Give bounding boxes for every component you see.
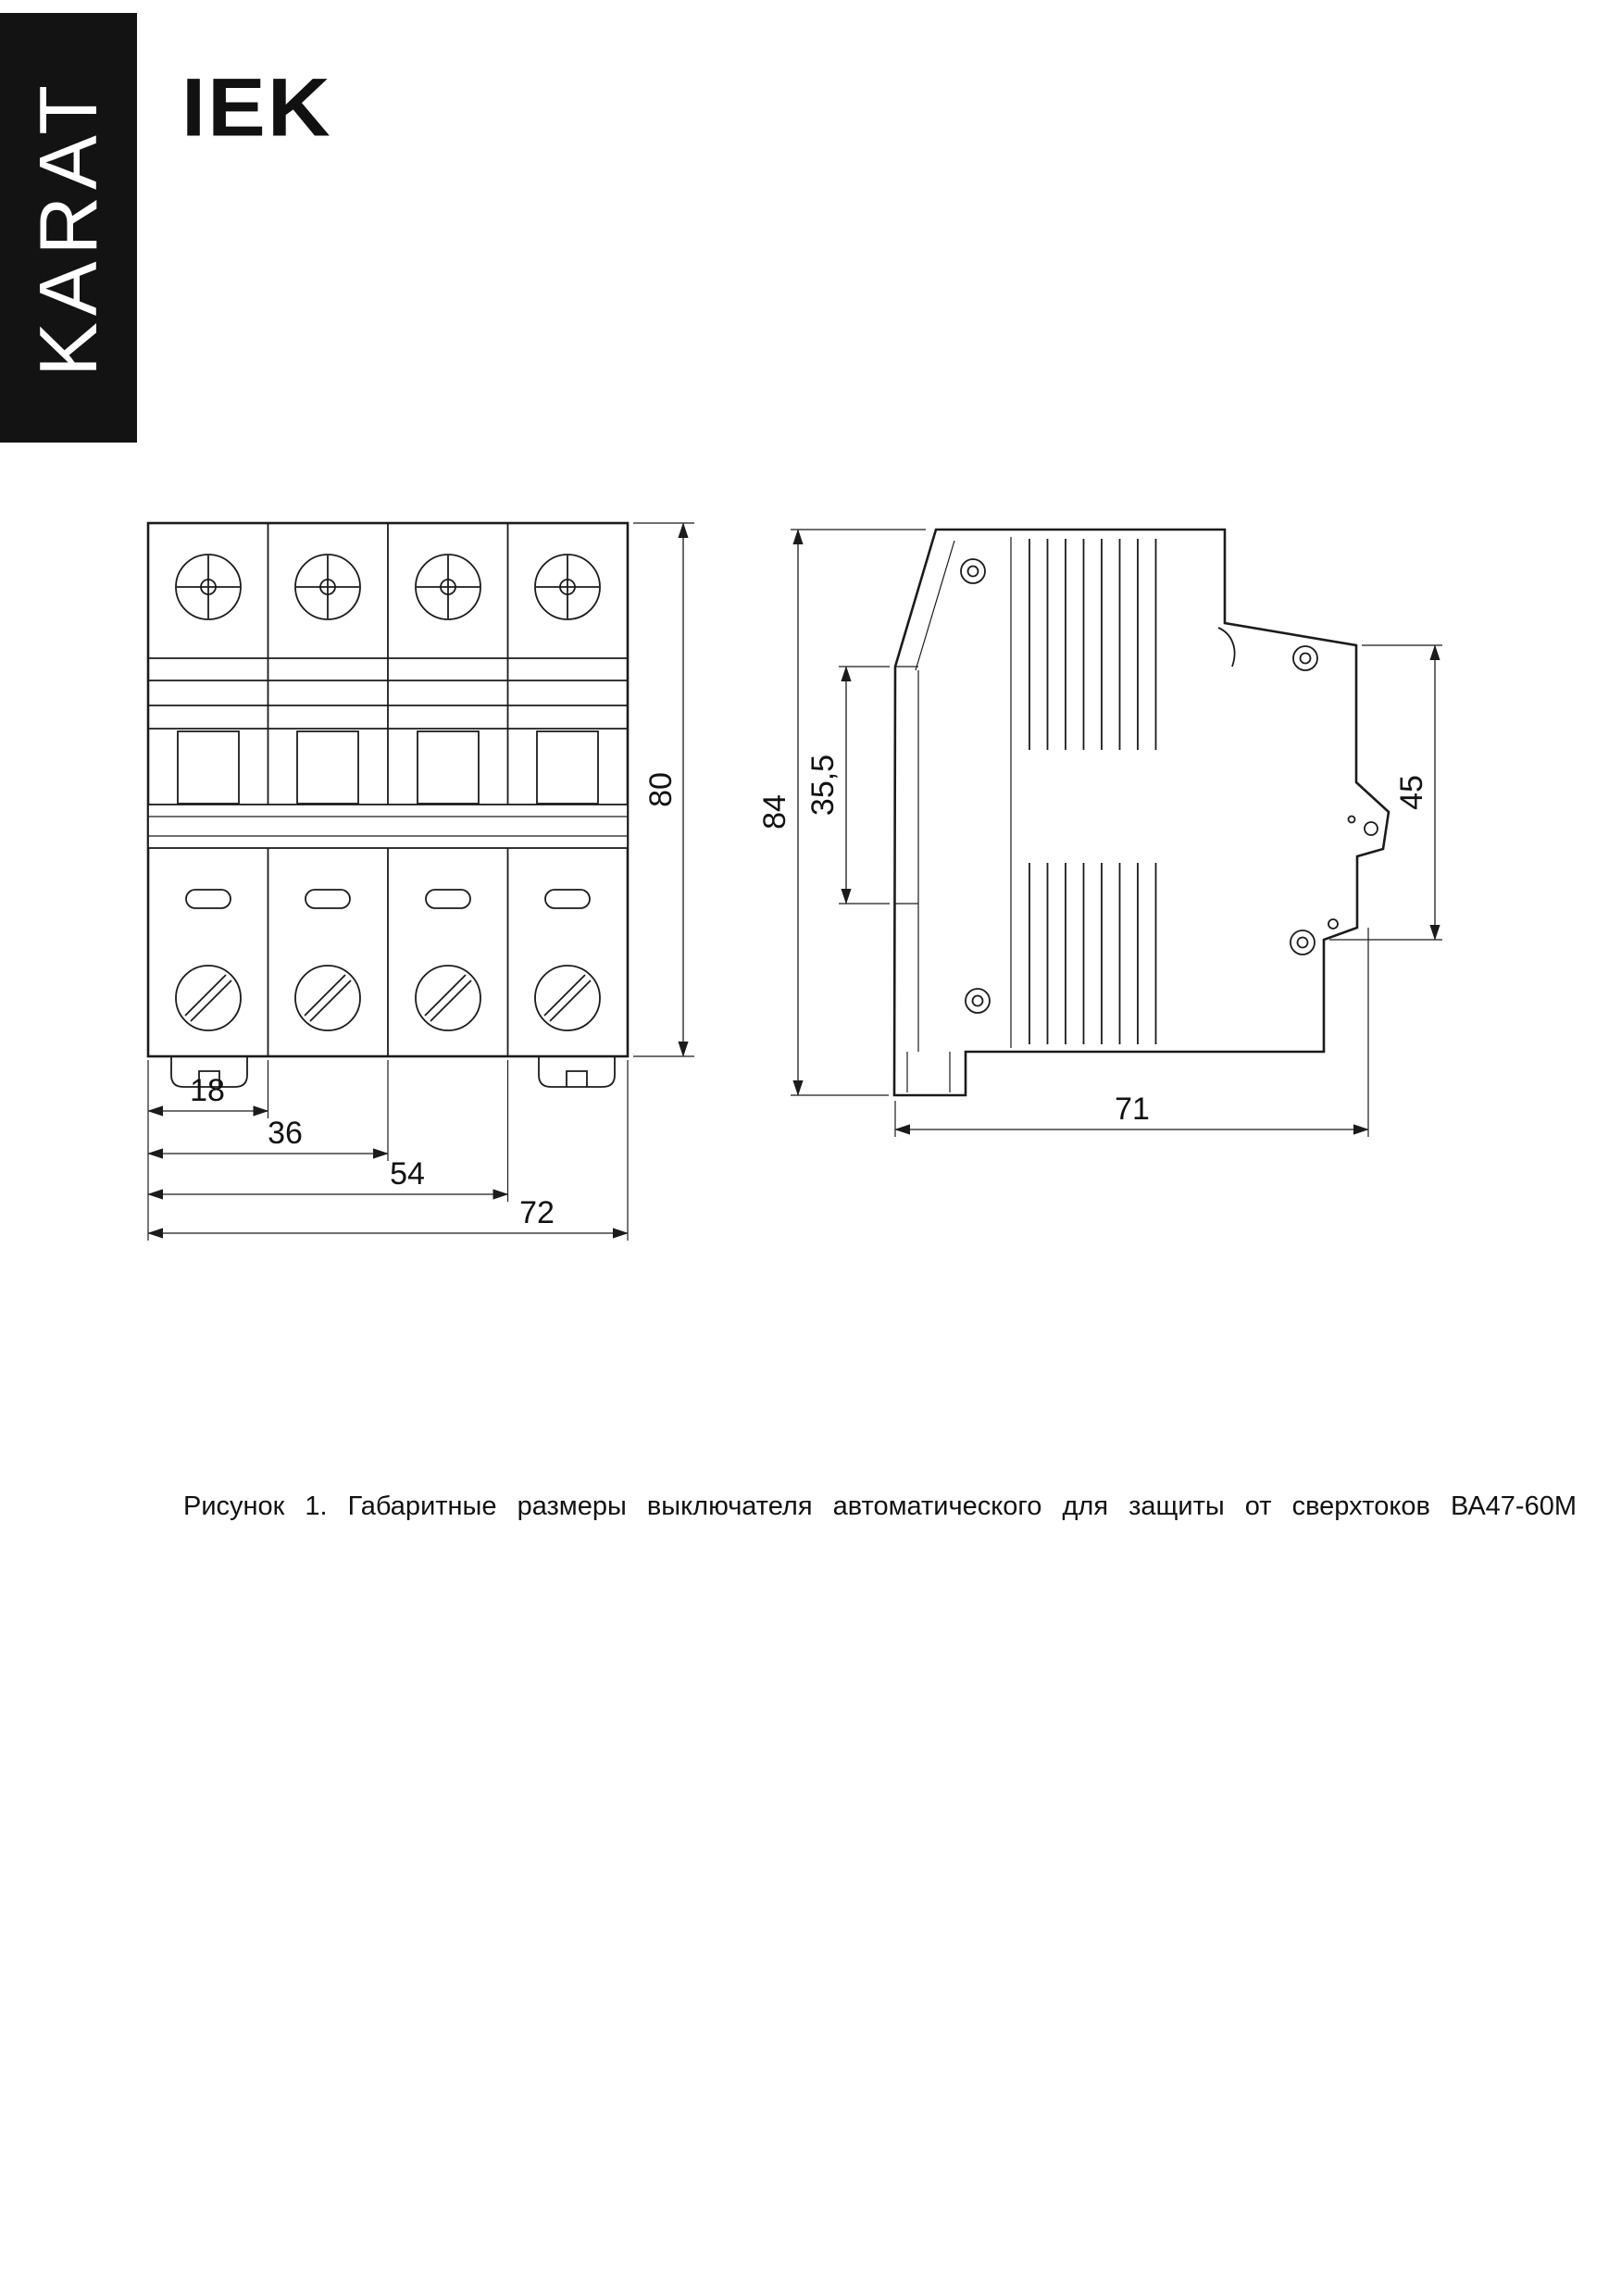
side-view — [894, 530, 1389, 1095]
phillips-screw-icon — [535, 555, 600, 619]
fv-din-clip-right — [539, 1056, 615, 1087]
sv-body-outline — [894, 530, 1389, 1095]
phillips-screw-icon — [416, 555, 480, 619]
fv-dim-18-label: 18 — [190, 1073, 225, 1108]
sv-dim-84-label: 84 — [757, 794, 792, 830]
karat-brand-bar — [0, 13, 137, 443]
sv-dim-35-5-label: 35,5 — [805, 754, 841, 817]
fv-crossbar — [148, 805, 628, 848]
phillips-screw-icon — [176, 555, 241, 619]
fv-toggle-2 — [297, 731, 358, 804]
fv-din-clips — [171, 1056, 615, 1087]
iek-logo: IEK — [181, 60, 332, 154]
karat-brand-text: KARAT — [22, 79, 114, 377]
fv-dim-54-label: 54 — [390, 1156, 425, 1192]
figure-caption: Рисунок 1. Габаритные размеры выключателя автоматического для защиты от сверхтоков ВА47-60М — [183, 1491, 1577, 1521]
fv-dim-36-label: 36 — [268, 1116, 303, 1151]
fv-toggle-1 — [178, 731, 239, 804]
sv-dim-71-label: 71 — [1115, 1092, 1150, 1127]
fv-toggle-3 — [418, 731, 479, 804]
phillips-screw-icon — [295, 555, 360, 619]
sv-dim-45-label: 45 — [1394, 775, 1429, 810]
fv-dim-80-label: 80 — [643, 772, 679, 807]
fv-dim-72-label: 72 — [519, 1195, 555, 1230]
fv-toggle-4 — [537, 731, 598, 804]
dimension-drawing — [130, 500, 1500, 1333]
front-view — [148, 523, 628, 1087]
